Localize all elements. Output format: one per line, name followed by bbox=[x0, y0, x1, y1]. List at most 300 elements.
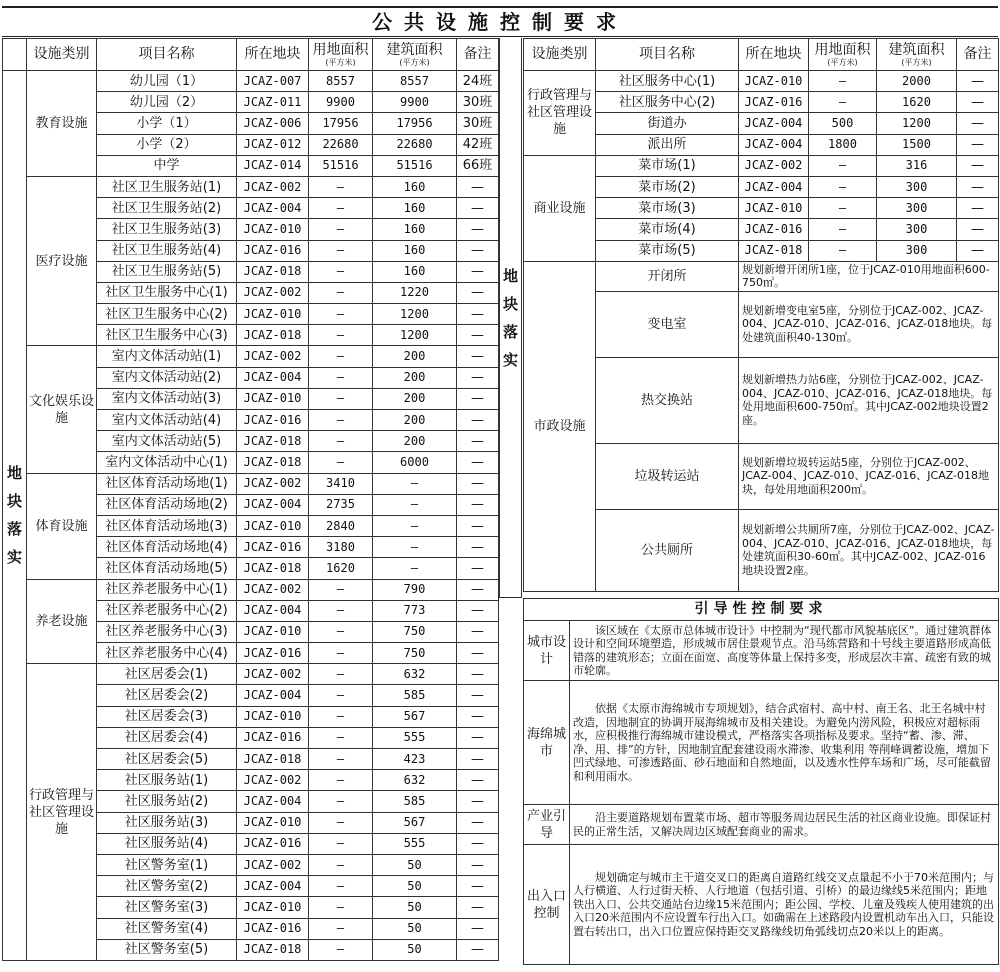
project-name: 街道办 bbox=[596, 113, 739, 134]
land-area: 22680 bbox=[309, 134, 373, 155]
note: — bbox=[457, 897, 499, 918]
land-area: — bbox=[309, 685, 373, 706]
plot-code: JCAZ-002 bbox=[237, 473, 309, 494]
building-area: 200 bbox=[373, 346, 457, 367]
land-area: 3410 bbox=[309, 473, 373, 494]
category-cell: 行政管理与社区管理设施 bbox=[27, 664, 97, 961]
municipal-row bbox=[524, 509, 999, 591]
plot-code: JCAZ-010 bbox=[739, 71, 809, 92]
note: — bbox=[457, 833, 499, 854]
note: — bbox=[457, 579, 499, 600]
note: — bbox=[957, 198, 999, 219]
plot-code: JCAZ-002 bbox=[237, 346, 309, 367]
building-area: 585 bbox=[373, 791, 457, 812]
project-name: 社区服务中心(2) bbox=[596, 92, 739, 113]
project-name: 菜市场(4) bbox=[596, 219, 739, 240]
plot-code: JCAZ-002 bbox=[739, 155, 809, 176]
building-area: 200 bbox=[373, 410, 457, 431]
municipal-desc: 规划新增热力站6座，分别位于JCAZ-002、JCAZ-004、JCAZ-010、JCAZ-016、JCAZ-018地块。每处用地面积600-750㎡。其中JCAZ-002地块设置2座。 bbox=[739, 357, 999, 443]
category-cell: 养老设施 bbox=[27, 579, 97, 664]
plot-code: JCAZ-004 bbox=[237, 367, 309, 388]
note: — bbox=[457, 325, 499, 346]
building-area: 555 bbox=[373, 727, 457, 748]
table-row bbox=[524, 71, 999, 92]
land-area: — bbox=[309, 367, 373, 388]
note: — bbox=[457, 727, 499, 748]
municipal-row bbox=[524, 291, 999, 357]
category-cell: 医疗设施 bbox=[27, 176, 97, 346]
land-area: 51516 bbox=[309, 155, 373, 176]
project-name: 社区居委会(5) bbox=[97, 749, 237, 770]
note: — bbox=[457, 515, 499, 536]
municipal-name: 变电室 bbox=[596, 291, 739, 357]
header-building-area: 建筑面积 (平方米) bbox=[373, 39, 457, 71]
plot-code: JCAZ-016 bbox=[237, 240, 309, 261]
table-row bbox=[524, 240, 999, 261]
project-name: 社区服务站(2) bbox=[97, 791, 237, 812]
guide-title: 引导性控制要求 bbox=[524, 599, 999, 621]
land-area: — bbox=[309, 939, 373, 960]
plot-code: JCAZ-010 bbox=[237, 304, 309, 325]
building-area: — bbox=[373, 558, 457, 579]
building-area: 300 bbox=[877, 240, 957, 261]
plot-code: JCAZ-010 bbox=[237, 515, 309, 536]
building-area: 567 bbox=[373, 812, 457, 833]
project-name: 菜市场(3) bbox=[596, 198, 739, 219]
building-area: 160 bbox=[373, 198, 457, 219]
plot-code: JCAZ-002 bbox=[237, 770, 309, 791]
project-name: 社区卫生服务站(5) bbox=[97, 261, 237, 282]
project-name: 社区居委会(2) bbox=[97, 685, 237, 706]
plot-code: JCAZ-010 bbox=[237, 388, 309, 409]
building-area: 300 bbox=[877, 198, 957, 219]
note: — bbox=[457, 558, 499, 579]
building-area: 50 bbox=[373, 876, 457, 897]
building-area: 2000 bbox=[877, 71, 957, 92]
municipal-desc: 规划新增垃圾转运站5座，分别位于JCAZ-002、JCAZ-004、JCAZ-010、JCAZ-016、JCAZ-018地块，每处用地面积200㎡。 bbox=[739, 443, 999, 509]
plot-code: JCAZ-018 bbox=[237, 939, 309, 960]
note: — bbox=[957, 176, 999, 197]
project-name: 菜市场(5) bbox=[596, 240, 739, 261]
plot-code: JCAZ-007 bbox=[237, 71, 309, 92]
project-name: 社区服务站(4) bbox=[97, 833, 237, 854]
plot-code: JCAZ-002 bbox=[237, 579, 309, 600]
building-area: 51516 bbox=[373, 155, 457, 176]
project-name: 社区居委会(3) bbox=[97, 706, 237, 727]
land-area: — bbox=[309, 431, 373, 452]
note: — bbox=[457, 706, 499, 727]
building-area: 300 bbox=[877, 176, 957, 197]
building-area: 160 bbox=[373, 219, 457, 240]
land-area: — bbox=[809, 176, 877, 197]
plot-code: JCAZ-016 bbox=[237, 410, 309, 431]
building-area: 22680 bbox=[373, 134, 457, 155]
guide-table bbox=[523, 598, 999, 965]
land-area: — bbox=[309, 219, 373, 240]
plot-code: JCAZ-010 bbox=[237, 897, 309, 918]
guide-text: 该区域在《太原市总体城市设计》中控制为“现代都市风貌基底区”。通过建筑群体设计和空间环境塑造，形成城市居住景观节点。沿马练营路和十号线主要道路形成高低错落的建筑形态；立面在面宽、高度等体量上保持多变，形成层次丰富、疏密有致的城市轮廓。 bbox=[570, 621, 999, 681]
land-area: — bbox=[309, 854, 373, 875]
note: — bbox=[457, 494, 499, 515]
header-type: 设施类别 bbox=[27, 39, 97, 71]
plot-code: JCAZ-002 bbox=[237, 664, 309, 685]
plot-code: JCAZ-018 bbox=[237, 452, 309, 473]
plot-code: JCAZ-011 bbox=[237, 92, 309, 113]
project-name: 社区卫生服务站(2) bbox=[97, 198, 237, 219]
project-name: 社区体育活动场地(5) bbox=[97, 558, 237, 579]
land-area: — bbox=[309, 749, 373, 770]
note: — bbox=[957, 71, 999, 92]
project-name: 社区警务室(2) bbox=[97, 876, 237, 897]
project-name: 社区服务站(1) bbox=[97, 770, 237, 791]
land-area: 9900 bbox=[309, 92, 373, 113]
building-area: 1200 bbox=[373, 304, 457, 325]
land-area: — bbox=[309, 600, 373, 621]
category-cell: 市政设施 bbox=[524, 261, 596, 591]
project-name: 社区体育活动场地(1) bbox=[97, 473, 237, 494]
building-area: — bbox=[373, 537, 457, 558]
note: — bbox=[457, 176, 499, 197]
building-area: 300 bbox=[877, 219, 957, 240]
building-area: 50 bbox=[373, 897, 457, 918]
plot-code: JCAZ-012 bbox=[237, 134, 309, 155]
table-row bbox=[3, 71, 499, 92]
category-cell: 行政管理与社区管理设施 bbox=[524, 71, 596, 156]
table-row bbox=[3, 473, 499, 494]
building-area: 200 bbox=[373, 388, 457, 409]
land-area: 3180 bbox=[309, 537, 373, 558]
building-area: 1200 bbox=[373, 325, 457, 346]
note: — bbox=[457, 473, 499, 494]
table-row bbox=[524, 155, 999, 176]
project-name: 幼儿园（2） bbox=[97, 92, 237, 113]
table-row bbox=[3, 176, 499, 197]
land-area: — bbox=[309, 240, 373, 261]
plot-code: JCAZ-016 bbox=[237, 918, 309, 939]
land-area: — bbox=[309, 770, 373, 791]
note: — bbox=[457, 643, 499, 664]
municipal-row bbox=[524, 443, 999, 509]
land-area: — bbox=[809, 198, 877, 219]
note: 66班 bbox=[457, 155, 499, 176]
building-area: 632 bbox=[373, 664, 457, 685]
building-area: 50 bbox=[373, 939, 457, 960]
plot-code: JCAZ-010 bbox=[237, 621, 309, 642]
note: — bbox=[957, 219, 999, 240]
note: — bbox=[457, 600, 499, 621]
project-name: 社区居委会(1) bbox=[97, 664, 237, 685]
category-cell: 体育设施 bbox=[27, 473, 97, 579]
municipal-name: 公共厕所 bbox=[596, 509, 739, 591]
building-area: 423 bbox=[373, 749, 457, 770]
land-area: — bbox=[809, 155, 877, 176]
guide-label: 海绵城市 bbox=[524, 681, 570, 805]
note: — bbox=[957, 92, 999, 113]
land-area: — bbox=[309, 388, 373, 409]
note: — bbox=[457, 346, 499, 367]
guide-text: 沿主要道路规划布置菜市场、超市等服务周边居民生活的社区商业设施。即保证村民的正常生活，又解决周边区域配套商业的需求。 bbox=[570, 805, 999, 845]
land-area: — bbox=[309, 897, 373, 918]
header-land-area: 用地面积 (平方米) bbox=[809, 39, 877, 71]
project-name: 社区卫生服务中心(2) bbox=[97, 304, 237, 325]
guide-row bbox=[524, 681, 999, 805]
plot-code: JCAZ-004 bbox=[739, 176, 809, 197]
building-area: — bbox=[373, 515, 457, 536]
land-area: 8557 bbox=[309, 71, 373, 92]
project-name: 小学（1） bbox=[97, 113, 237, 134]
table-row bbox=[524, 198, 999, 219]
plot-code: JCAZ-018 bbox=[739, 240, 809, 261]
building-area: 200 bbox=[373, 367, 457, 388]
land-area: 1620 bbox=[309, 558, 373, 579]
note: — bbox=[457, 388, 499, 409]
land-area: — bbox=[309, 452, 373, 473]
note: — bbox=[457, 431, 499, 452]
project-name: 社区养老服务中心(2) bbox=[97, 600, 237, 621]
land-area: — bbox=[309, 664, 373, 685]
note: — bbox=[457, 282, 499, 303]
municipal-desc: 规划新增公共厕所7座，分别位于JCAZ-002、JCAZ-004、JCAZ-010、JCAZ-016、JCAZ-018地块，每处建筑面积30-60㎡。其中JCAZ-002、JCAZ-016地块设置2座。 bbox=[739, 509, 999, 591]
project-name: 社区警务室(5) bbox=[97, 939, 237, 960]
note: — bbox=[457, 876, 499, 897]
project-name: 社区卫生服务站(1) bbox=[97, 176, 237, 197]
plot-code: JCAZ-014 bbox=[237, 155, 309, 176]
project-name: 社区卫生服务中心(1) bbox=[97, 282, 237, 303]
note: — bbox=[457, 770, 499, 791]
header-note: 备注 bbox=[957, 39, 999, 71]
note: 42班 bbox=[457, 134, 499, 155]
land-area: — bbox=[309, 706, 373, 727]
land-area: — bbox=[809, 92, 877, 113]
building-area: 567 bbox=[373, 706, 457, 727]
table-row bbox=[3, 579, 499, 600]
note: — bbox=[957, 134, 999, 155]
building-area: 1200 bbox=[877, 113, 957, 134]
table-row bbox=[524, 176, 999, 197]
plot-code: JCAZ-002 bbox=[237, 176, 309, 197]
building-area: 790 bbox=[373, 579, 457, 600]
header-building-area: 建筑面积 (平方米) bbox=[877, 39, 957, 71]
land-area: — bbox=[309, 410, 373, 431]
category-cell: 商业设施 bbox=[524, 155, 596, 261]
plot-code: JCAZ-018 bbox=[237, 558, 309, 579]
building-area: 200 bbox=[373, 431, 457, 452]
project-name: 社区卫生服务站(4) bbox=[97, 240, 237, 261]
land-area: 2735 bbox=[309, 494, 373, 515]
side-label-header bbox=[3, 39, 27, 71]
project-name: 社区养老服务中心(1) bbox=[97, 579, 237, 600]
page-title: 公共设施控制要求 bbox=[2, 6, 998, 37]
land-area: — bbox=[309, 198, 373, 219]
plot-code: JCAZ-018 bbox=[237, 261, 309, 282]
note: — bbox=[457, 198, 499, 219]
municipal-row bbox=[524, 261, 999, 291]
plot-code: JCAZ-006 bbox=[237, 113, 309, 134]
building-area: 316 bbox=[877, 155, 957, 176]
plot-code: JCAZ-018 bbox=[237, 325, 309, 346]
municipal-name: 热交换站 bbox=[596, 357, 739, 443]
project-name: 菜市场(1) bbox=[596, 155, 739, 176]
guide-label: 城市设计 bbox=[524, 621, 570, 681]
land-area: 17956 bbox=[309, 113, 373, 134]
plot-code: JCAZ-016 bbox=[237, 833, 309, 854]
building-area: 585 bbox=[373, 685, 457, 706]
land-area: — bbox=[309, 176, 373, 197]
note: — bbox=[457, 219, 499, 240]
building-area: 773 bbox=[373, 600, 457, 621]
note: — bbox=[457, 812, 499, 833]
table-row bbox=[3, 346, 499, 367]
plot-code: JCAZ-016 bbox=[739, 92, 809, 113]
guide-row bbox=[524, 621, 999, 681]
header-land-area: 用地面积 (平方米) bbox=[309, 39, 373, 71]
header-type: 设施类别 bbox=[524, 39, 596, 71]
note: 24班 bbox=[457, 71, 499, 92]
project-name: 室内文体活动站(4) bbox=[97, 410, 237, 431]
land-area: — bbox=[809, 71, 877, 92]
project-name: 室内文体活动中心(1) bbox=[97, 452, 237, 473]
note: — bbox=[957, 155, 999, 176]
header-plot: 所在地块 bbox=[237, 39, 309, 71]
building-area: 17956 bbox=[373, 113, 457, 134]
plot-code: JCAZ-018 bbox=[237, 749, 309, 770]
table-row bbox=[524, 113, 999, 134]
land-area: — bbox=[309, 918, 373, 939]
note: — bbox=[457, 664, 499, 685]
municipal-desc: 规划新增变电室5座，分别位于JCAZ-002、JCAZ-004、JCAZ-010、JCAZ-016、JCAZ-018地块。每处建筑面积40-130㎡。 bbox=[739, 291, 999, 357]
guide-label: 产业引导 bbox=[524, 805, 570, 845]
project-name: 社区养老服务中心(3) bbox=[97, 621, 237, 642]
project-name: 菜市场(2) bbox=[596, 176, 739, 197]
project-name: 社区服务中心(1) bbox=[596, 71, 739, 92]
plot-code: JCAZ-010 bbox=[237, 706, 309, 727]
plot-code: JCAZ-002 bbox=[237, 282, 309, 303]
land-area: — bbox=[309, 727, 373, 748]
plot-code: JCAZ-004 bbox=[237, 494, 309, 515]
guide-text: 依据《太原市海绵城市专项规划》，结合武宿村、高中村、南王名、北王名城中村改造，因地制宜的协调开展海绵城市及相关建设。为避免内涝风险，积极应对超标雨水，应积极推行海绵城市建设模式，严格落实各项指标及要求。坚持“蓄、渗、滞、净、用、排”的方针，因地制宜配套建设雨水滞渗、收集利用 等削峰调蓄设施，增加下凹式绿地、可渗透路面、砂石地面和自然地面，以及透水性停车场和广场，尽可能截留和利用雨水。 bbox=[570, 681, 999, 805]
project-name: 社区体育活动场地(4) bbox=[97, 537, 237, 558]
building-area: 160 bbox=[373, 240, 457, 261]
building-area: 555 bbox=[373, 833, 457, 854]
land-area: — bbox=[309, 833, 373, 854]
header-name: 项目名称 bbox=[97, 39, 237, 71]
plot-code: JCAZ-004 bbox=[739, 113, 809, 134]
project-name: 小学（2） bbox=[97, 134, 237, 155]
land-area: — bbox=[309, 579, 373, 600]
note: — bbox=[457, 261, 499, 282]
project-name: 社区卫生服务站(3) bbox=[97, 219, 237, 240]
project-name: 社区警务室(3) bbox=[97, 897, 237, 918]
land-area: — bbox=[809, 240, 877, 261]
building-area: 50 bbox=[373, 854, 457, 875]
category-cell: 教育设施 bbox=[27, 71, 97, 177]
note: — bbox=[957, 113, 999, 134]
building-area: 632 bbox=[373, 770, 457, 791]
note: — bbox=[457, 939, 499, 960]
building-area: — bbox=[373, 494, 457, 515]
plot-code: JCAZ-010 bbox=[237, 219, 309, 240]
project-name: 中学 bbox=[97, 155, 237, 176]
note: — bbox=[457, 304, 499, 325]
building-area: 750 bbox=[373, 643, 457, 664]
project-name: 社区警务室(1) bbox=[97, 854, 237, 875]
land-area: — bbox=[309, 876, 373, 897]
project-name: 室内文体活动站(1) bbox=[97, 346, 237, 367]
municipal-desc: 规划新增开闭所1座，位于JCAZ-010用地面积600-750㎡。 bbox=[739, 261, 999, 291]
project-name: 室内文体活动站(5) bbox=[97, 431, 237, 452]
note: — bbox=[457, 749, 499, 770]
side-label-right: 地块落实 bbox=[499, 38, 522, 598]
plot-code: JCAZ-010 bbox=[237, 812, 309, 833]
header-note: 备注 bbox=[457, 39, 499, 71]
table-row bbox=[524, 219, 999, 240]
building-area: 1620 bbox=[877, 92, 957, 113]
project-name: 社区服务站(3) bbox=[97, 812, 237, 833]
building-area: 6000 bbox=[373, 452, 457, 473]
municipal-name: 开闭所 bbox=[596, 261, 739, 291]
plot-code: JCAZ-004 bbox=[237, 685, 309, 706]
note: — bbox=[457, 791, 499, 812]
land-area: 500 bbox=[809, 113, 877, 134]
category-cell: 文化娱乐设施 bbox=[27, 346, 97, 473]
project-name: 室内文体活动站(2) bbox=[97, 367, 237, 388]
note: — bbox=[457, 918, 499, 939]
project-name: 社区体育活动场地(3) bbox=[97, 515, 237, 536]
land-area: — bbox=[309, 346, 373, 367]
project-name: 社区卫生服务中心(3) bbox=[97, 325, 237, 346]
land-area: — bbox=[309, 304, 373, 325]
building-area: 160 bbox=[373, 176, 457, 197]
land-area: — bbox=[309, 282, 373, 303]
header-plot: 所在地块 bbox=[739, 39, 809, 71]
plot-code: JCAZ-004 bbox=[237, 600, 309, 621]
plot-code: JCAZ-018 bbox=[237, 431, 309, 452]
building-area: 9900 bbox=[373, 92, 457, 113]
land-area: 2840 bbox=[309, 515, 373, 536]
note: 30班 bbox=[457, 113, 499, 134]
building-area: 1220 bbox=[373, 282, 457, 303]
facility-table-left bbox=[2, 38, 499, 961]
project-name: 社区体育活动场地(2) bbox=[97, 494, 237, 515]
note: — bbox=[457, 854, 499, 875]
project-name: 社区警务室(4) bbox=[97, 918, 237, 939]
project-name: 派出所 bbox=[596, 134, 739, 155]
land-area: — bbox=[309, 621, 373, 642]
note: — bbox=[457, 240, 499, 261]
land-area: — bbox=[309, 812, 373, 833]
plot-code: JCAZ-016 bbox=[237, 727, 309, 748]
note: — bbox=[457, 685, 499, 706]
building-area: 160 bbox=[373, 261, 457, 282]
municipal-row bbox=[524, 357, 999, 443]
project-name: 社区居委会(4) bbox=[97, 727, 237, 748]
project-name: 幼儿园（1） bbox=[97, 71, 237, 92]
plot-code: JCAZ-004 bbox=[237, 791, 309, 812]
building-area: 1500 bbox=[877, 134, 957, 155]
note: — bbox=[457, 537, 499, 558]
plot-code: JCAZ-004 bbox=[739, 134, 809, 155]
guide-row bbox=[524, 845, 999, 965]
note: — bbox=[457, 621, 499, 642]
guide-row bbox=[524, 805, 999, 845]
note: — bbox=[957, 240, 999, 261]
table-row bbox=[3, 664, 499, 685]
note: — bbox=[457, 410, 499, 431]
guide-label: 出入口控制 bbox=[524, 845, 570, 965]
land-area: — bbox=[309, 261, 373, 282]
table-row bbox=[524, 92, 999, 113]
land-area: — bbox=[309, 325, 373, 346]
